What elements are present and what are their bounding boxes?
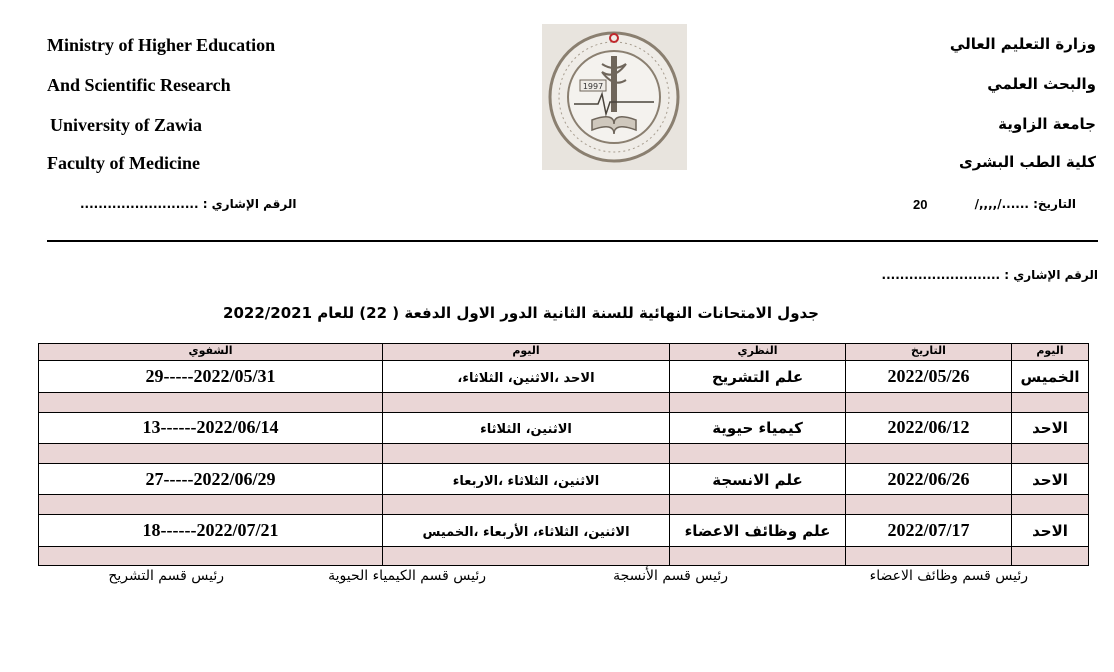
signature-physiology-head: رئيس قسم وظائف الاعضاء	[869, 568, 1028, 584]
header-divider	[47, 240, 1098, 242]
oral-dates: 29-----2022/05/31	[145, 366, 276, 387]
oral-dates: 27-----2022/06/29	[145, 468, 276, 489]
seal-graphic	[542, 24, 687, 170]
exam-day: الاحد	[1032, 419, 1068, 438]
spacer-row	[39, 546, 1089, 565]
exam-day: الاحد	[1032, 470, 1068, 489]
university-seal-logo	[542, 24, 687, 170]
col-header-theory: النظري	[670, 344, 846, 361]
reference-number-top: الرقم الإشاري : ..........................	[80, 197, 297, 211]
signature-biochemistry-head: رئيس قسم الكيمياء الحيوية	[328, 568, 486, 584]
exam-date: 2022/06/12	[887, 417, 970, 438]
oral-days: الاحد ،الاثنين، الثلاثاء،	[457, 371, 595, 387]
spacer-row	[39, 495, 1089, 514]
date-year: 20	[913, 197, 928, 212]
col-header-oral-days: اليوم	[383, 344, 670, 361]
date-field: التاريخ: ....../,,,,/	[974, 197, 1076, 211]
subject: كيمياء حيوية	[712, 419, 803, 438]
oral-days: الاثنين، الثلاثاء ،الاربعاء	[452, 473, 600, 489]
ministry-name-en: Ministry of Higher Education	[47, 35, 276, 55]
col-header-date: التاريخ	[846, 344, 1012, 361]
spacer-row	[39, 393, 1089, 412]
subject: علم التشريح	[711, 368, 804, 387]
col-header-day: اليوم	[1012, 344, 1089, 361]
oral-days: الاثنين، الثلاثاء، الأربعاء ،الخميس	[422, 524, 630, 540]
university-name-en: University of Zawia	[50, 115, 202, 135]
ministry-name-ar: وزارة التعليم العالي	[949, 35, 1096, 53]
exam-day: الاحد	[1032, 521, 1068, 540]
signature-histology-head: رئيس قسم الأنسجة	[613, 568, 728, 584]
oral-dates: 18------2022/07/21	[142, 519, 279, 540]
research-name-ar: والبحث العلمي	[987, 75, 1096, 93]
signature-anatomy-head: رئيس قسم التشريح	[108, 568, 224, 584]
table-row	[39, 361, 1089, 393]
col-header-oral: الشفوي	[39, 344, 383, 361]
faculty-name-ar: كلية الطب البشرى	[958, 153, 1096, 171]
table-row	[39, 514, 1089, 546]
exam-date: 2022/07/17	[887, 519, 970, 540]
subject: علم الانسجة	[712, 470, 803, 489]
faculty-name-en: Faculty of Medicine	[47, 153, 200, 173]
subject: علم وظائف الاعضاء	[684, 521, 831, 540]
oral-dates: 13------2022/06/14	[142, 417, 279, 438]
spacer-row	[39, 444, 1089, 463]
exam-date: 2022/06/26	[887, 468, 970, 489]
table-row	[39, 463, 1089, 495]
reference-number: الرقم الإشاري : ..........................	[881, 268, 1098, 282]
university-name-ar: جامعة الزاوية	[998, 115, 1096, 133]
exam-schedule-table	[38, 343, 1089, 566]
seal-year: 1997	[582, 82, 604, 91]
table-row	[39, 412, 1089, 444]
oral-days: الاثنين، الثلاثاء	[480, 422, 572, 438]
research-name-en: And Scientific Research	[47, 75, 231, 95]
table-header-row	[39, 344, 1089, 361]
exam-day: الخميس	[1020, 368, 1080, 387]
exam-schedule-title: جدول الامتحانات النهائية للسنة الثانية الدور الاول الدفعة ( 22) للعام 2022/2021	[223, 304, 819, 322]
exam-date: 2022/05/26	[887, 366, 970, 387]
